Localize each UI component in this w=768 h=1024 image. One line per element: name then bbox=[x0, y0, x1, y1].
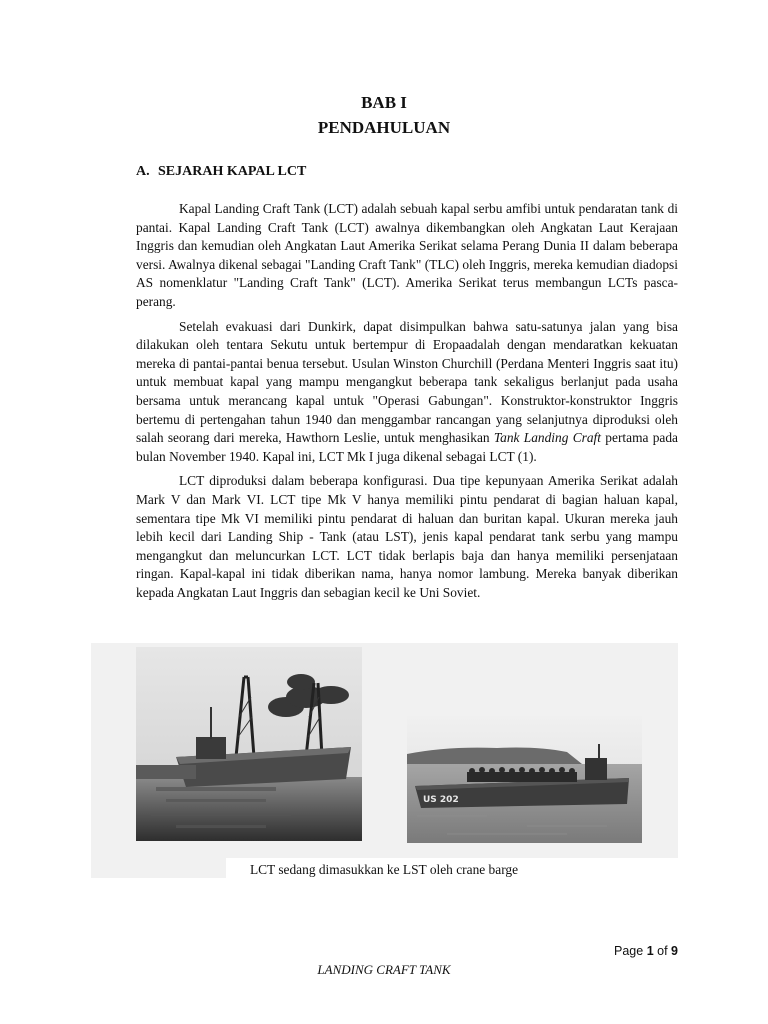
section-title: SEJARAH KAPAL LCT bbox=[158, 164, 307, 179]
hull-number-text: US 202 bbox=[423, 795, 459, 805]
crane-barge-photo bbox=[136, 647, 362, 841]
page-total: 9 bbox=[671, 944, 678, 958]
paragraph-2 bbox=[136, 318, 678, 467]
paragraph-1: Kapal Landing Craft Tank (LCT) adalah sebuah kapal serbu amfibi untuk pendaratan tank di pantai. Kapal Landing Craft Tank (LCT) awalnya dikembangkan oleh Angkatan Laut Kerajaan Inggris dan kemudian oleh Angkatan Laut Amerika Serikat selama Perang Dunia II dalam beberapa versi. Awalnya dikenal sebagai "Landing Craft Tank" (TLC) oleh Inggris, mereka kemudian diadopsi AS nomenklatur "Landing Craft Tank" (LCT). Amerika Serikat terus membangun LCTs pasca-perang. bbox=[136, 201, 678, 309]
paragraph-2-italic: Tank Landing Craft bbox=[493, 430, 601, 446]
footer-title: LANDING CRAFT TANK bbox=[317, 962, 451, 977]
chapter-heading: BAB I bbox=[361, 93, 407, 112]
section-heading bbox=[136, 164, 306, 180]
page-label: Page bbox=[614, 944, 644, 958]
figure-caption: LCT sedang dimasukkan ke LST oleh crane barge bbox=[249, 862, 519, 877]
page-number bbox=[614, 944, 678, 958]
page-separator: of bbox=[657, 944, 668, 958]
page-current: 1 bbox=[646, 944, 654, 958]
chapter-title: PENDAHULUAN bbox=[317, 118, 451, 137]
body-text bbox=[136, 200, 678, 608]
paragraph-3: LCT diproduksi dalam beberapa konfigurasi. Dua tipe kepunyaan Amerika Serikat adalah Mark V dan Mark VI. LCT tipe Mk V hanya memiliki pintu pendarat di bagian haluan kapal, sementara tipe Mk VI memiliki pintu pendarat di haluan dan buritan kapal. Ukuran mereka jauh lebih kecil dari Landing Ship - Tank (atau LST), jenis kapal pendarat tank serbu yang mampu mengangkut dan meluncurkan LCT. LCT tidak berlapis baja dan hanya memiliki persenjataan ringan. Kapal-kapal ini tidak diberikan nama, hanya nomor lambung. Mereka banyak diberikan kepada Angkatan Laut Inggris dan sebagian kecil ke Uni Soviet. bbox=[136, 473, 678, 600]
section-number: A. bbox=[136, 164, 150, 179]
paragraph-2-text-end: pertama pada bulan November 1940. Kapal ini, LCT Mk I juga dikenal sebagai LCT (1). bbox=[136, 430, 679, 464]
lct-us202-photo bbox=[407, 716, 642, 843]
paragraph-2-text: Setelah evakuasi dari Dunkirk, dapat disimpulkan bahwa satu-satunya jalan yang bisa dilakukan oleh tentara Sekutu untuk bertempur di Eropaadalah dengan mendaratkan kekuatan mereka di pantai-pantai benua tersebut. Usulan Winston Churchill (Perdana Menteri Inggris saat itu) untuk membuat kapal yang mampu mengangkut beberapa tank sekaligus berlanjut pada usaha bersama untuk merancang kapal untuk "Operasi Gabungan". Konstruktor-konstruktor Inggris bertemu di pertengahan tahun 1940 dan menggambar rancangan yang selanjutnya diproduksi oleh salah seorang dari mereka, Hawthorn Leslie, untuk menghasikan bbox=[136, 318, 678, 446]
